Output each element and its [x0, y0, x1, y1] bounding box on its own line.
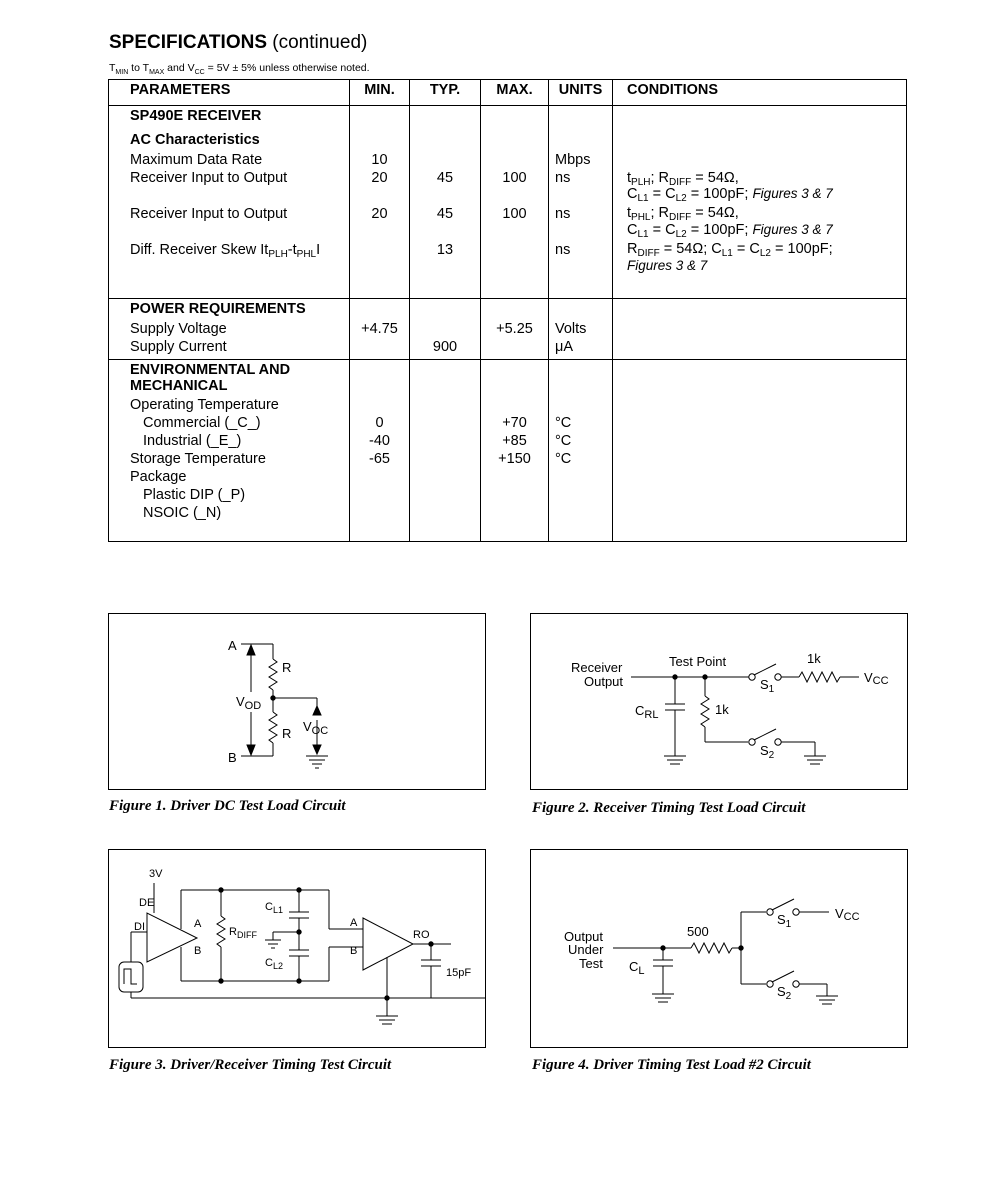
cl1-label: $C_{L1}$ — [265, 901, 283, 915]
param-label: NSOIC (_N) — [143, 505, 222, 521]
units-value: Mbps — [555, 152, 591, 168]
3v-label: 3V — [149, 868, 163, 880]
units-value: Volts — [555, 321, 587, 337]
min-value: 20 — [371, 206, 388, 222]
driver-b-label: B — [194, 945, 202, 957]
units-value: °C — [555, 415, 572, 431]
switch-s1-label: $S_1$ — [760, 677, 775, 695]
15pf-label: 15pF — [446, 967, 472, 979]
min-value: 20 — [371, 170, 388, 186]
figure-3-caption: Figure 3. Driver/Receiver Timing Test Circuit — [109, 1057, 392, 1073]
resistor-r1-label: R — [282, 660, 292, 675]
param-label: Supply Current — [130, 339, 227, 355]
units-value: ns — [555, 206, 571, 222]
param-label: Storage Temperature — [130, 451, 266, 467]
min-value: -40 — [369, 433, 390, 449]
page-title: SPECIFICATIONS (continued) — [109, 32, 368, 53]
section-title: MECHANICAL — [130, 378, 228, 394]
typ-value: 13 — [436, 242, 454, 258]
rdiff-label: $R_{DIFF}$ — [229, 926, 257, 940]
param-label: Package — [130, 469, 187, 485]
specifications-table — [108, 79, 907, 542]
table-section-receiver — [109, 106, 907, 299]
param-label: Maximum Data Rate — [130, 152, 263, 168]
min-value: 10 — [371, 152, 388, 168]
section-title: POWER REQUIREMENTS — [130, 301, 306, 317]
header-typ: TYP. — [410, 80, 481, 106]
crl-label: $C_{RL}$ — [635, 703, 659, 721]
condition-text: $C_{L1} = C_{L2} = 100pF$; Figures 3 & 7 — [627, 186, 833, 204]
typ-value: 45 — [436, 170, 454, 186]
resistor-1k-label: 1k — [715, 702, 729, 717]
section-title: ENVIRONMENTAL AND — [130, 362, 291, 378]
max-value: +5.25 — [496, 321, 533, 337]
output-label: Output — [564, 929, 604, 944]
param-label: Commercial (_C_) — [143, 415, 261, 431]
condition-text: $t_{PLH}$; $R_{DIFF} = 54\Omega$, — [627, 170, 739, 188]
condition-text: $t_{PHL}$; $R_{DIFF} = 54\Omega$, — [627, 205, 739, 223]
driver-a-label: A — [194, 918, 202, 930]
cl-label: $C_L$ — [629, 959, 645, 977]
ro-label: RO — [413, 929, 430, 941]
node-a-label: A — [228, 638, 237, 653]
output-label: Output — [584, 674, 624, 689]
max-value: +150 — [498, 451, 531, 467]
units-value: μA — [555, 339, 574, 355]
de-label: DE — [139, 897, 155, 909]
param-label: Diff. Receiver Skew $It_{PLH}-t_{PHL}I$ — [130, 242, 321, 260]
cl2-label: $C_{L2}$ — [265, 957, 283, 971]
table-header-row — [109, 80, 907, 106]
header-units: UNITS — [549, 80, 613, 106]
voc-label: $V_{OC}$ — [303, 719, 329, 737]
typ-value: 45 — [436, 206, 454, 222]
max-value: 100 — [502, 206, 527, 222]
switch-s1-label: $S_1$ — [777, 912, 792, 930]
typ-value: 900 — [432, 339, 458, 355]
node-b-label: B — [228, 750, 237, 765]
switch-s2-label: $S_2$ — [760, 743, 775, 761]
figure-3-box — [108, 849, 486, 1048]
figure-1-caption: Figure 1. Driver DC Test Load Circuit — [109, 798, 346, 814]
figure-4-caption: Figure 4. Driver Timing Test Load #2 Circuit — [532, 1057, 811, 1073]
resistor-500-label: 500 — [687, 924, 709, 939]
param-label: Operating Temperature — [130, 397, 279, 413]
test-label: Test — [579, 956, 603, 971]
param-label: Plastic DIP (_P) — [143, 487, 246, 503]
test-conditions-note: $T_{MIN}$ to $T_{MAX}$ and $V_{CC} = 5V \pm 5\%$ unless otherwise noted. — [109, 62, 370, 76]
min-value: +4.75 — [361, 321, 398, 337]
switch-s2-label: $S_2$ — [777, 984, 792, 1002]
condition-text: $R_{DIFF} = 54\Omega$; $C_{L1} = C_{L2} = 100pF$; — [627, 241, 833, 259]
resistor-1k-top-label: 1k — [807, 651, 821, 666]
subsection-title: AC Characteristics — [130, 132, 260, 148]
receiver-timing-test-load-diagram — [531, 614, 907, 789]
param-label: Receiver Input to Output — [130, 206, 288, 222]
di-label: DI — [134, 921, 145, 933]
max-value: +70 — [502, 415, 527, 431]
param-label: Industrial (_E_) — [143, 433, 242, 449]
max-value: 100 — [502, 170, 527, 186]
resistor-r2-label: R — [282, 726, 292, 741]
figure-2-box — [530, 613, 908, 790]
min-value: 0 — [375, 415, 384, 431]
figure-2-caption: Figure 2. Receiver Timing Test Load Circuit — [532, 800, 806, 816]
header-parameters: PARAMETERS — [109, 80, 350, 106]
receiver-b-label: B — [350, 945, 358, 957]
driver-receiver-timing-test-diagram — [109, 850, 485, 1047]
section-title: SP490E RECEIVER — [130, 108, 262, 124]
vod-label: $V_{OD}$ — [236, 694, 262, 712]
condition-text: Figures 3 & 7 — [627, 258, 708, 273]
units-value: ns — [555, 242, 571, 258]
figure-4-box — [530, 849, 908, 1048]
test-point-label: Test Point — [669, 654, 727, 669]
figure-1-box — [108, 613, 486, 790]
units-value: ns — [555, 170, 571, 186]
units-value: °C — [555, 451, 572, 467]
header-min: MIN. — [350, 80, 410, 106]
header-max: MAX. — [481, 80, 549, 106]
vcc-label: VCC — [864, 670, 889, 687]
max-value: +85 — [502, 433, 527, 449]
table-section-power — [109, 299, 907, 360]
receiver-a-label: A — [350, 917, 358, 929]
vcc-label: VCC — [835, 906, 860, 923]
units-value: °C — [555, 433, 572, 449]
header-conditions: CONDITIONS — [613, 80, 907, 106]
driver-timing-test-load-2-diagram — [531, 850, 907, 1047]
receiver-label: Receiver — [571, 660, 623, 675]
driver-dc-test-load-diagram — [109, 614, 485, 789]
min-value: -65 — [369, 451, 390, 467]
table-section-environmental — [109, 360, 907, 542]
param-label: Supply Voltage — [130, 321, 227, 337]
param-label: Receiver Input to Output — [130, 170, 288, 186]
under-label: Under — [568, 942, 604, 957]
condition-text: $C_{L1} = C_{L2} = 100pF$; Figures 3 & 7 — [627, 222, 833, 240]
